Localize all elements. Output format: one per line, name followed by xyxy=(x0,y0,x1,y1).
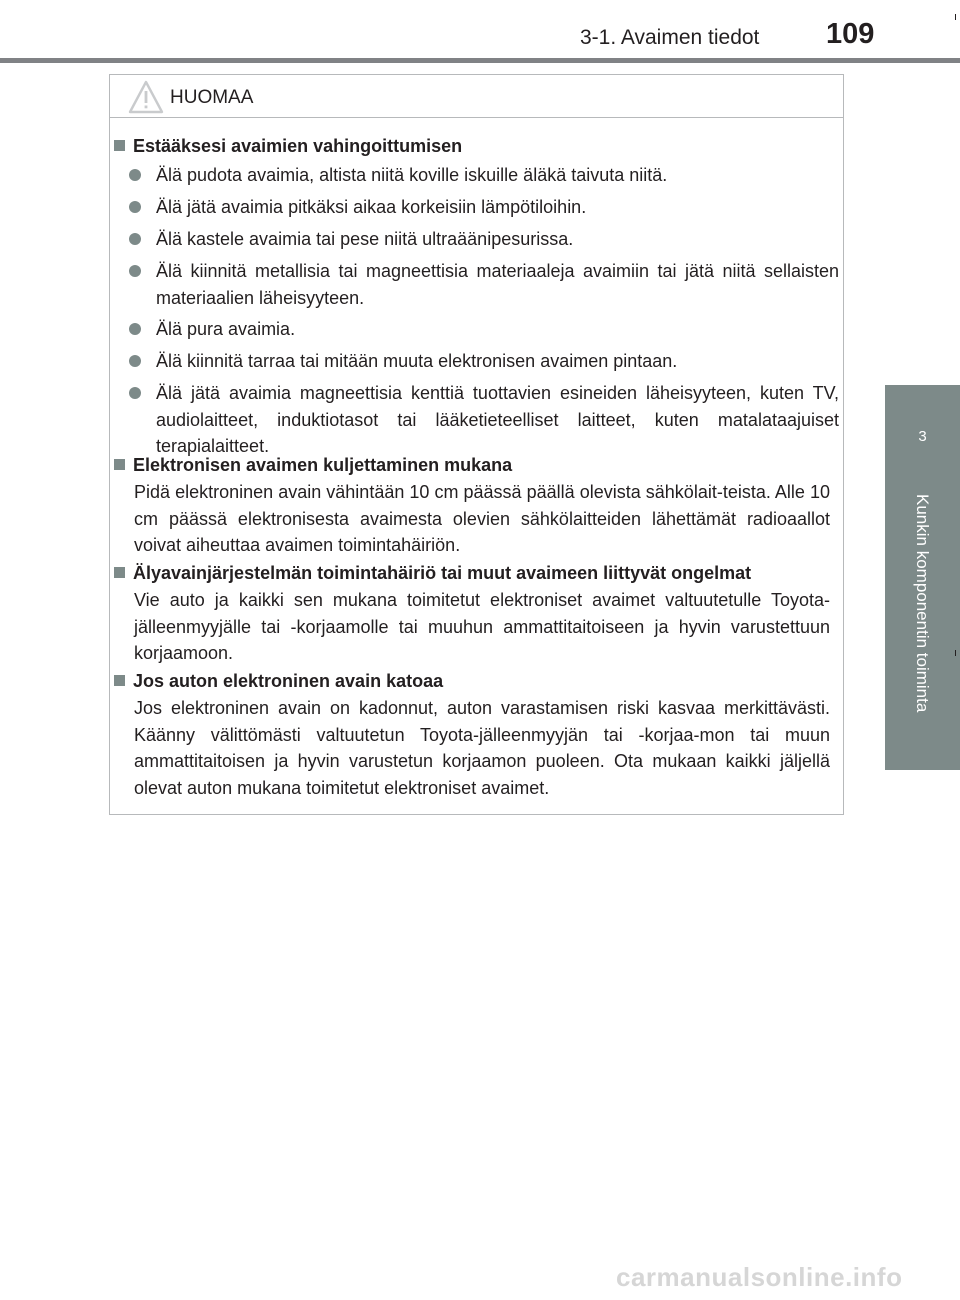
list-item-text: Älä kiinnitä metallisia tai magneettisia materiaaleja avaimiin tai jätä niitä sellaisten materiaalien läheisyyteen. xyxy=(156,261,839,308)
watermark: carmanualsonline.info xyxy=(616,1262,903,1292)
list-item xyxy=(129,258,839,311)
list-item xyxy=(129,194,839,221)
circle-bullet-icon xyxy=(129,201,141,213)
page-number: 109 xyxy=(826,18,875,50)
section-heading xyxy=(114,134,462,158)
circle-bullet-icon xyxy=(129,387,141,399)
square-bullet-icon xyxy=(114,567,125,578)
list-item-text: Älä jätä avaimia pitkäksi aikaa korkeisiin lämpötiloihin. xyxy=(156,197,587,217)
section-paragraph: Pidä elektroninen avain vähintään 10 cm päässä päällä olevista sähkölait-teista. Alle 10 cm päässä elektronisesta avaimesta olevien sähkölaitteiden lähettämät radioaallot voivat aiheuttaa avaimen toimintahäiriön. xyxy=(134,482,830,555)
notice-title: HUOMAA xyxy=(170,87,254,108)
section-heading-text: Älyavainjärjestelmän toimintahäiriö tai muut avaimeen liittyvät ongelmat xyxy=(133,563,752,583)
list-item xyxy=(129,162,839,189)
list-item xyxy=(129,348,839,375)
square-bullet-icon xyxy=(114,459,125,470)
list-item xyxy=(129,226,839,253)
circle-bullet-icon xyxy=(129,265,141,277)
list-item xyxy=(129,316,839,343)
list-item-text: Älä jätä avaimia magneettisia kenttiä tuottavien esineiden läheisyyteen, kuten TV, audiolaitteet, induktiotasot tai lääketieteelliset laitteet, kuten matalataajuiset terapialaitteet. xyxy=(156,383,839,456)
list-item-text: Älä pura avaimia. xyxy=(156,319,296,339)
section-heading-text: Jos auton elektroninen avain katoaa xyxy=(133,671,444,691)
square-bullet-icon xyxy=(114,140,125,151)
circle-bullet-icon xyxy=(129,355,141,367)
notice-header xyxy=(110,75,843,118)
section-title: 3-1. Avaimen tiedot xyxy=(580,26,760,49)
list-item-text: Älä kiinnitä tarraa tai mitään muuta elektronisen avaimen pintaan. xyxy=(156,351,678,371)
chapter-number: 3 xyxy=(918,428,927,445)
section-heading xyxy=(114,453,512,477)
list-item xyxy=(129,380,839,460)
square-bullet-icon xyxy=(114,675,125,686)
section-paragraph: Vie auto ja kaikki sen mukana toimitetut elektroniset avaimet valtuutetulle Toyota-jälleenmyyjälle tai -korjaamolle tai muuhun ammattitaitoiseen ja hyvin varustettuun korjaamoon. xyxy=(134,590,830,663)
section-paragraph: Jos elektroninen avain on kadonnut, auton varastamisen riski kasvaa merkittävästi. Käänny välittömästi valtuutetun Toyota-jälleenmyyjän tai -korjaa-mon tai muun ammattitaitoisen ja hyvin varustetun korjaamon puoleen. Ota mukaan kaikki jäljellä olevat auton mukana toimitetut elektroniset avaimet. xyxy=(134,698,830,798)
notice-box xyxy=(109,74,844,815)
crop-mark xyxy=(955,14,956,20)
section-heading-text: Estääksesi avaimien vahingoittumisen xyxy=(133,136,463,156)
section-heading xyxy=(114,669,443,693)
list-item-text: Älä kastele avaimia tai pese niitä ultraäänipesurissa. xyxy=(156,229,574,249)
warning-triangle-icon xyxy=(128,80,164,114)
circle-bullet-icon xyxy=(129,233,141,245)
list-item-text: Älä pudota avaimia, altista niitä koville iskuille äläkä taivuta niitä. xyxy=(156,165,668,185)
chapter-title: Kunkin komponentin toiminta xyxy=(913,494,932,713)
crop-mark xyxy=(955,650,956,656)
section-heading-text: Elektronisen avaimen kuljettaminen mukana xyxy=(133,455,513,475)
circle-bullet-icon xyxy=(129,169,141,181)
circle-bullet-icon xyxy=(129,323,141,335)
section-heading xyxy=(114,561,751,585)
header-rule xyxy=(0,58,960,63)
